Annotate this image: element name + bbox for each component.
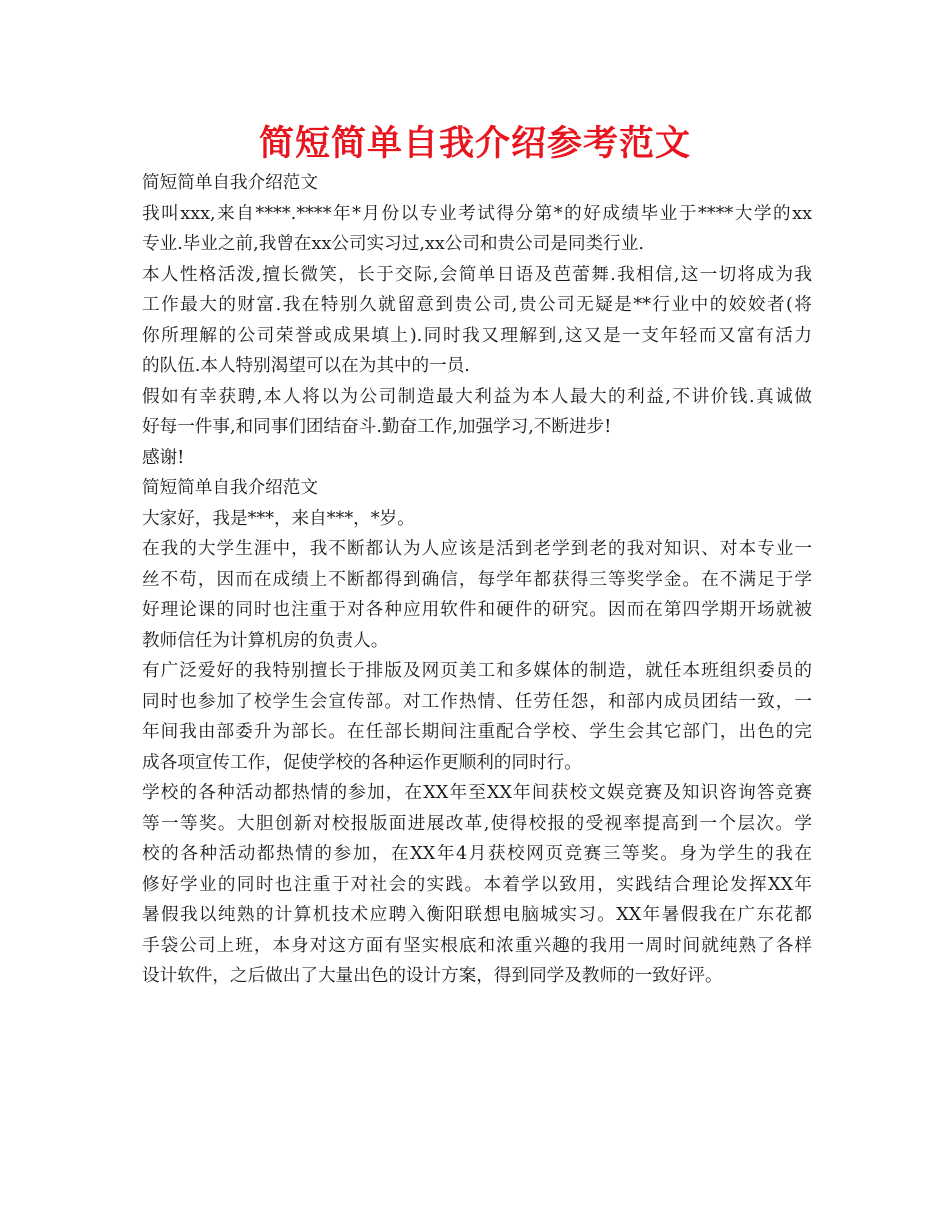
text-line: 丝不苟，因而在成绩上不断都得到确信，每学年都获得三等奖学金。在不满足于学	[142, 569, 812, 590]
text-line: 暑假我以纯熟的计算机技术应聘入衡阳联想电脑城实习。XX年暑假我在广东花都	[142, 905, 812, 925]
text-line: 专业.毕业之前,我曾在xx公司实习过,xx公司和贵公司是同类行业.	[142, 234, 644, 254]
text-line: 在我的大学生涯中，我不断都认为人应该是活到老学到老的我对知识、对本专业一	[142, 539, 812, 559]
text-line: 的队伍.本人特别渴望可以在为其中的一员.	[142, 356, 470, 376]
text-line: 大家好，我是***，来自***，*岁。	[142, 508, 415, 529]
text-line: 同时也参加了校学生会宣传部。对工作热情、任劳任怨，和部内成员团结一致，一	[142, 691, 812, 712]
text-line: 简短简单自我介绍范文	[142, 478, 318, 498]
text-line: 教师信任为计算机房的负责人。	[142, 630, 389, 651]
text-line: 工作最大的财富.我在特别久就留意到贵公司,贵公司无疑是**行业中的姣姣者(将	[142, 295, 812, 315]
text-line: 假如有幸获聘,本人将以为公司制造最大利益为本人最大的利益,不讲价钱.真诚做	[142, 386, 812, 407]
text-line: 年间我由部委升为部长。在任部长期间注重配合学校、学生会其它部门，出色的完	[142, 722, 812, 742]
text-line: 好理论课的同时也注重于对各种应用软件和硬件的研究。因而在第四学期开场就被	[142, 600, 812, 620]
text-line: 成各项宣传工作，促使学校的各种运作更顺利的同时行。	[142, 752, 582, 773]
text-line: 简短简单自我介绍范文	[142, 173, 318, 193]
text-line: 修好学业的同时也注重于对社会的实践。本着学以致用，实践结合理论发挥XX年	[142, 874, 812, 895]
text-line: 校的各种活动都热情的参加，在XX年4月获校网页竞赛三等奖。身为学生的我在	[142, 844, 812, 864]
document-title: 简短简单自我介绍参考范文	[258, 124, 691, 164]
text-line: 等一等奖。大胆创新对校报版面进展改革,使得校报的受视率提高到一个层次。学	[142, 813, 812, 834]
text-line: 本人性格活泼,擅长微笑，长于交际,会简单日语及芭蕾舞.我相信,这一切将成为我	[142, 264, 812, 285]
text-line: 好每一件事,和同事们团结奋斗.勤奋工作,加强学习,不断进步!	[142, 417, 612, 437]
document-body	[142, 168, 812, 992]
text-line: 手袋公司上班，本身对这方面有坚实根底和浓重兴趣的我用一周时间就纯熟了各样	[142, 935, 812, 956]
text-line: 感谢!	[142, 447, 185, 468]
text-line: 设计软件，之后做出了大量出色的设计方案，得到同学及教师的一致好评。	[142, 966, 723, 986]
text-line: 有广泛爱好的我特别擅长于排版及网页美工和多媒体的制造，就任本班组织委员的	[142, 661, 812, 681]
text-line: 我叫xxx,来自****.****年*月份以专业考试得分第*的好成绩毕业于****大学的xx	[142, 203, 812, 224]
text-line: 学校的各种活动都热情的参加，在XX年至XX年间获校文娱竞赛及知识咨询答竞赛	[142, 783, 812, 803]
text-line: 你所理解的公司荣誉或成果填上).同时我又理解到,这又是一支年轻而又富有活力	[142, 325, 812, 346]
